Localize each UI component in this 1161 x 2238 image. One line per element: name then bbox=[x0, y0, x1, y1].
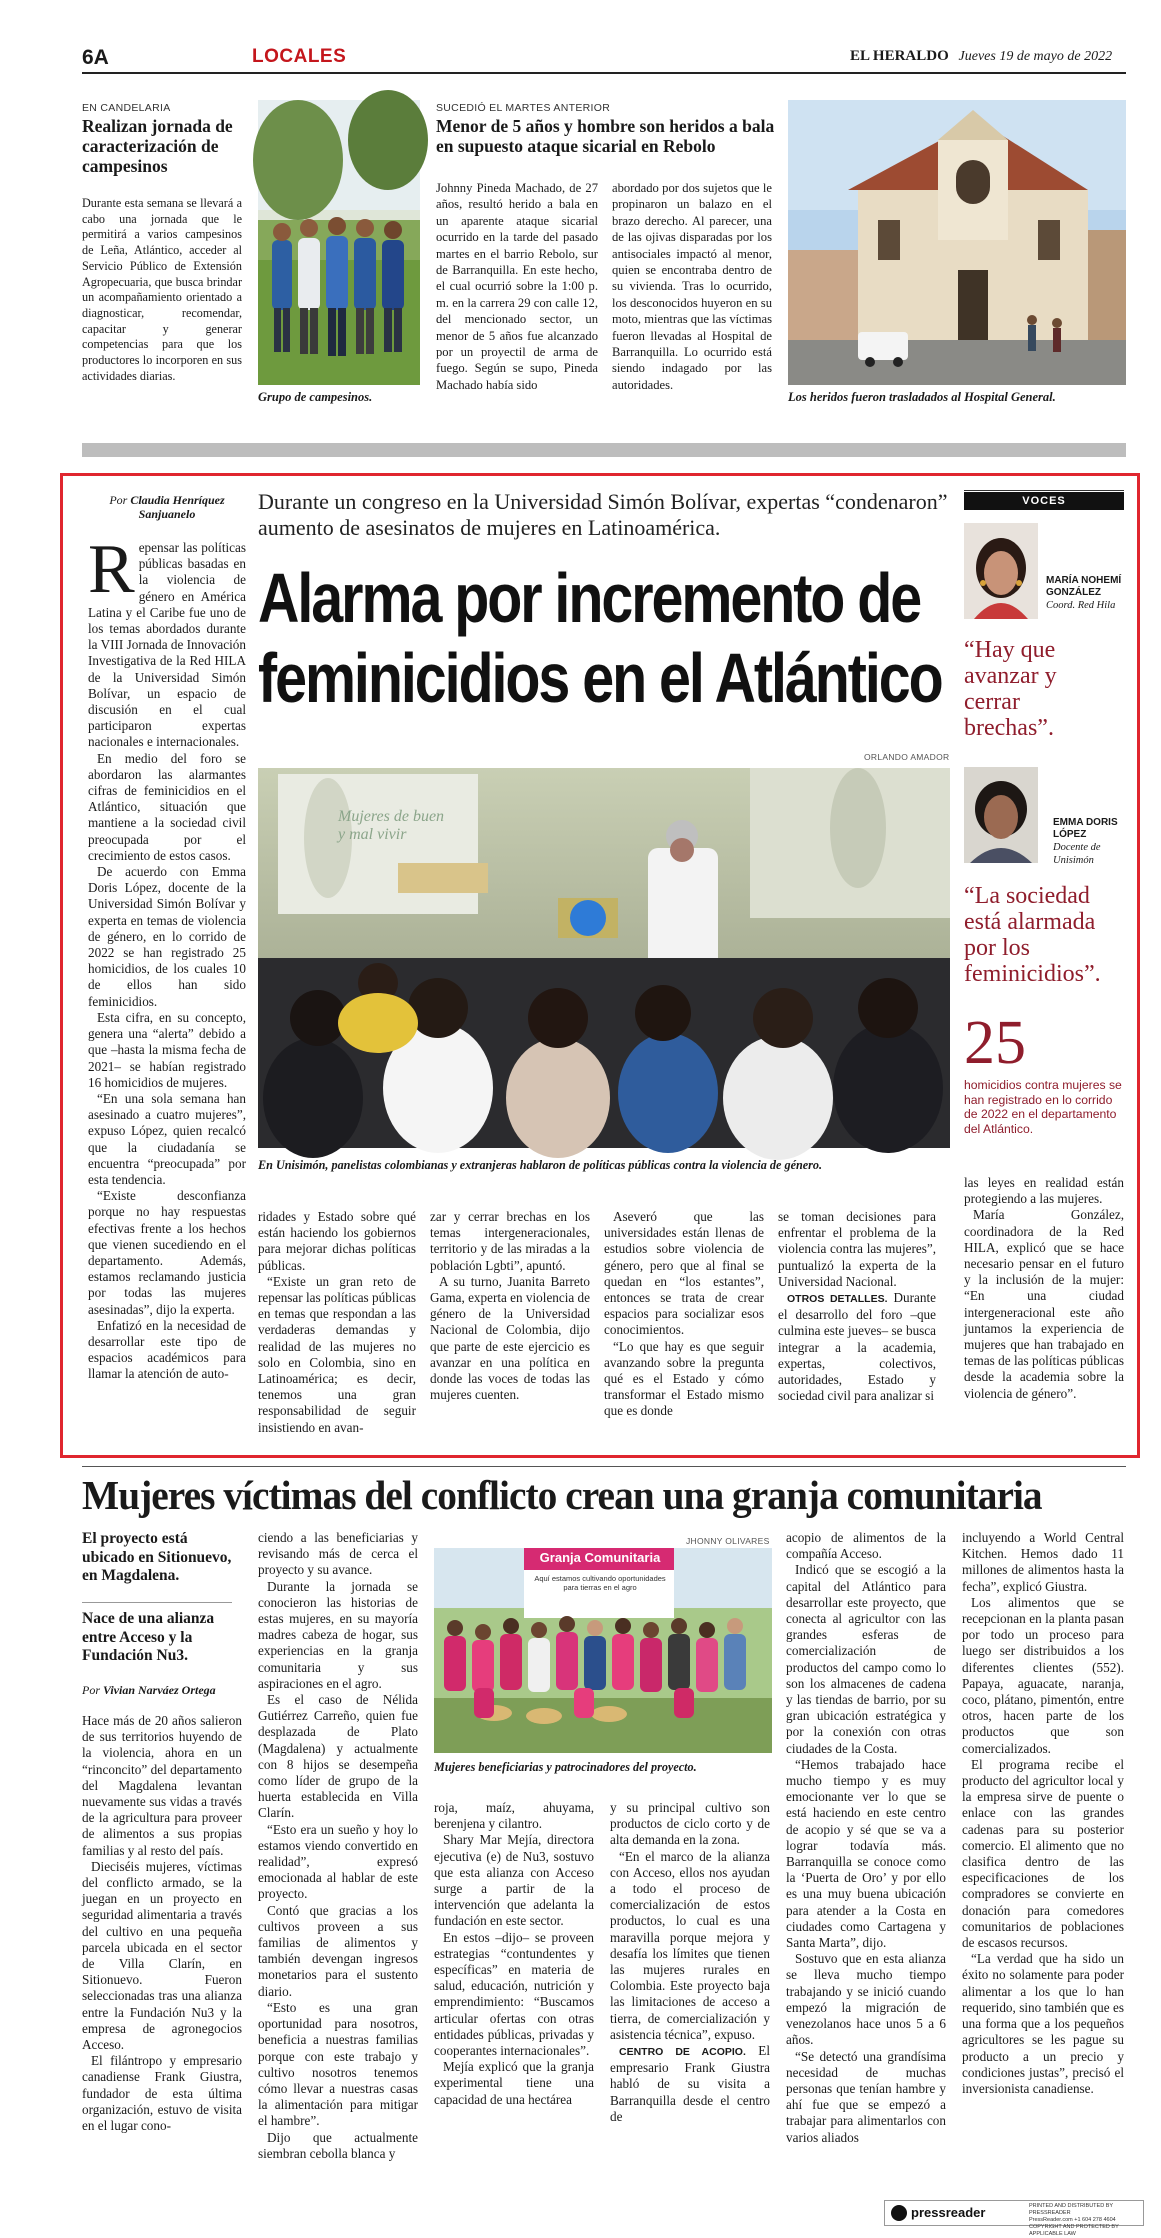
bcol3-p1: roja, maíz, ahuyama, berenjena y cilantro. bbox=[434, 1800, 594, 1832]
col1-p5: “En una sola semana han asesinado a cuatro mujeres”, expuso López, quien recalcó que la ciudadanía se encuentra “preocupada” por esta tendencia. bbox=[88, 1090, 246, 1187]
col3-p1: zar y cerrar brechas en los temas intergeneracionales, territorio y de las miradas a la población Lgbti”, apuntó. bbox=[430, 1209, 590, 1273]
legal-line1: PRINTED AND DISTRIBUTED BY PRESSREADER bbox=[1029, 2203, 1113, 2216]
paper-header bbox=[850, 48, 1112, 65]
pressreader-brand: pressreader bbox=[911, 2205, 986, 2220]
col3-p2: A su turno, Juanita Barreto Gama, experta en violencia de género de la Universidad Nacional de Colombia, dijo que parte de este ejercicio es avanzar en una política en donde las voces de todas las mujeres cuenten. bbox=[430, 1273, 591, 1403]
top-middle-col1: Johnny Pineda Machado, de 27 años, resultó herido a bala en un aparente ataque sicarial ocurrido en la tarde del pasado martes en el barrio Rebolo, sur de Barranquilla. En este hecho, el cual ocurrió sobre la 1:00 p. m. en la carrera 29 con calle 12, del mencionado sector, un menor de 5 años fue alcanzado por un proyectil de arma de fuego. Según se supo, Pineda Machado había sido bbox=[436, 181, 598, 392]
hospital-photo bbox=[788, 100, 1126, 385]
voice1-name: MARÍA NOHEMÍ GONZÁLEZ bbox=[1046, 575, 1122, 598]
col4-p1: Aseveró que las universidades están llenas de estudios sobre violencia de género, pero que al final se quedan en “los estantes”, entonces se trata de crear espacios para socializar esos conocimientos. bbox=[604, 1209, 764, 1338]
feature-col1 bbox=[88, 531, 246, 1383]
col4-p2: “Lo que hay es que seguir avanzando sobre la pregunta qué es el Estado y cómo transformar el Estado mismo que es donde bbox=[604, 1338, 764, 1419]
voice1-quote: “Hay que avanzar y cerrar brechas”. bbox=[964, 637, 1057, 741]
bcol4-p3: El empresario Frank Giustra habló de su visita a Barranquilla desde el centro de bbox=[610, 2043, 771, 2124]
bcol3-p3: En estos –dijo– se proveen estrategias “contundentes y específicas” en materia de salud, educación, nutrición y emprendimiento: “Buscamos articular ofertas con otras entidades públicas, privadas y cooperantes internacionales”. bbox=[434, 1929, 594, 2059]
feature-headline bbox=[258, 558, 942, 718]
voces-label: VOCES bbox=[964, 492, 1124, 510]
bcol5-p1: acopio de alimentos de la compañía Acceso. bbox=[786, 1530, 946, 1562]
feature-col6 bbox=[964, 1175, 1124, 1402]
bcol6-p1: incluyendo a World Central Kitchen. Hemos dado 11 millones de alimentos hasta la fecha”, explicó Giustra. bbox=[962, 1530, 1124, 1594]
pressreader-legal bbox=[1029, 2203, 1141, 2238]
feature-subtitle: Durante un congreso en la Universidad Simón Bolívar, expertas “condenaron” aumento de asesinatos de mujeres en Latinoamérica. bbox=[258, 489, 948, 540]
bcol3-p2: Shary Mar Mejía, directora ejecutiva (e) de Nu3, sostuvo que esta alianza con Acceso surge a partir de la intervención que adelanta la fundación en este sector. bbox=[434, 1832, 594, 1929]
bcol2-p1: ciendo a las beneficiarias y revisando más de cerca el proyecto y su avance. bbox=[258, 1530, 418, 1578]
bcol6-p2: Los alimentos que se recepcionan en la planta pasan por todo un proceso para luego ser distribuidos a los diferentes clientes (552). Papaya, aguacate, naranja, coco, plátano, pimentón, entre otros, hacen parte de los productos que son comercializados. bbox=[962, 1594, 1124, 1756]
feature-byline bbox=[92, 493, 242, 521]
feature-photo bbox=[258, 768, 950, 1148]
bottom-deck2: Nace de una alianza entre Acceso y la Fundación Nu3. bbox=[82, 1610, 215, 1664]
voice2-avatar bbox=[964, 767, 1038, 863]
top-middle-headline: Menor de 5 años y hombre son heridos a bala en supuesto ataque sicarial en Rebolo bbox=[436, 116, 775, 156]
bottom-col2 bbox=[258, 1530, 418, 2162]
bottom-deck1: El proyecto está ubicado en Sitionuevo, en Magdalena. bbox=[82, 1530, 232, 1584]
bcol2-p4: “Esto era un sueño y hoy lo estamos viendo convertido en realidad”, expresó emocionada al hablar de este proyecto. bbox=[258, 1821, 418, 1902]
headline-line1: Alarma por incremento de bbox=[258, 559, 921, 637]
col6-p2: María González, coordinadora de la Red HILA, explicó que se hace necesario pensar en el futuro y la inclusión de la mujer: “En una ciudad intergeneracional este año juntamos la experiencia de mujeres que han trabajado en temas de las políticas públicas desde la academia sobre la violencia de género”. bbox=[964, 1207, 1124, 1401]
deck-divider bbox=[82, 1602, 232, 1603]
voice2-info bbox=[1053, 817, 1133, 867]
pressreader-badge[interactable] bbox=[884, 2200, 1144, 2237]
bcol2-p2: Durante la jornada se conocieron las historias de estas mujeres, en su mayoría madres cabeza de hogar, sus experiencias en la granja comunitaria y sus aspiraciones en el agro. bbox=[258, 1578, 418, 1691]
granja-photo bbox=[434, 1548, 772, 1753]
bottom-col4 bbox=[610, 1800, 770, 2125]
hospital-caption: Los heridos fueron trasladados al Hospital General. bbox=[788, 390, 1056, 404]
bcol2-p3: Es el caso de Nélida Gutiérrez Carreño, quien fue desplazada de Plato (Magdalena) y actualmente con 8 hijos se desempeña como líder de grupo de la huerta establecida en Villa Clarín. bbox=[258, 1692, 418, 1821]
bcol4-subhead: CENTRO DE ACOPIO. bbox=[619, 2046, 746, 2059]
bcol4-p2: “En el marco de la alianza con Acceso, ellos nos ayudan a todo el proceso de comercialización de estos productos, lo cual es una maravilla porque mejora y desafía los límites que tienen las mujeres rurales en Colombia. Este proyecto baja las limitaciones de acceso a tierra, de comercialización y asistencia técnica”, expuso. bbox=[610, 1848, 770, 2042]
paper-name: EL HERALDO bbox=[850, 48, 949, 64]
top-left-headline: Realizan jornada de caracterización de campesinos bbox=[82, 116, 233, 176]
bcol5-p2: Indicó que se escogió a la capital del Atlántico para desarrollar este proyecto, que conecta al agricultor con las grandes esferas de comercialización de productos del campo como lo son los almacenes de cadena y las tiendas de barrio, por su gran ubicación estratégica y por la conexión con otras ciudades de la Costa. bbox=[786, 1562, 946, 1756]
col5-p1: se toman decisiones para enfrentar el problema de la violencia contra las mujeres”, puntualizó la experta de la Universidad Nacional. bbox=[778, 1209, 936, 1289]
bcol2-p6: “Esto es una gran oportunidad para nosotros, beneficia a nuestras familias porque con este trabajo y cultivo nosotros tenemos cómo llevar a nuestras casas la alimentación para mitigar el hambre”. bbox=[258, 1999, 418, 2129]
bcol5-p3: “Hemos trabajado hace mucho tiempo y es muy emocionante ver lo que se está haciendo en este centro de acopio y sé que se va a lograr todavía más. Barranquilla se conoce como la ‘Puerta de Oro’ y por ello es una muy buena ubicación para atender a la Costa en ciudades como Cartagena y Santa Marta”, dijo. bbox=[786, 1756, 946, 1951]
header-rule bbox=[82, 72, 1126, 74]
campesinos-caption: Grupo de campesinos. bbox=[258, 390, 373, 404]
bottom-byline-name: Vivian Narváez Ortega bbox=[103, 1683, 216, 1697]
bcol1-p2: Dieciséis mujeres, víctimas del conflicto armado, se la juegan en un proyecto en seguridad alimentaria a través del cultivo en una pequeña parcela ubicada en el sector de Villa Clarín, en Sitionuevo. Fueron seleccionadas tras una alianza entre la Fundación Nu3 y la empresa de agronegocios Acceso. bbox=[82, 1858, 242, 2053]
col5-p2: Durante el desarrollo del foro –que culmina este jueves– se busca integrar a la academia, expertas, colectivos, autoridades, Estado y sociedad civil para analizar si bbox=[778, 1290, 936, 1404]
col1-p7: Enfatizó en la necesidad de desarrollar este tipo de espacios académicos para llamar la atención de auto- bbox=[88, 1317, 246, 1382]
section-title: LOCALES bbox=[252, 46, 347, 67]
page-number: 6A bbox=[82, 46, 109, 69]
bcol4-p1: y su principal cultivo son productos de ciclo corto y de alta demanda en la zona. bbox=[610, 1800, 770, 1848]
top-middle-kicker: SUCEDIÓ EL MARTES ANTERIOR bbox=[436, 102, 611, 114]
top-left-kicker: EN CANDELARIA bbox=[82, 102, 171, 114]
photo-banner-sub: Aquí estamos cultivando oportunidades para tierras en el agro bbox=[534, 1574, 666, 1592]
bcol3-p4: Mejía explicó que la granja experimental tiene una capacidad de una hectárea bbox=[434, 2059, 594, 2107]
bcol2-p5: Contó que gracias a los cultivos proveen a sus familias de alimentos y también devengan ingresos monetarios para el sustento diario. bbox=[258, 1902, 418, 1999]
section-divider bbox=[82, 443, 1126, 457]
pressreader-icon bbox=[891, 2205, 907, 2221]
dropcap: R bbox=[88, 531, 135, 608]
voice2-quote: “La sociedad está alarmada por los feminicidios”. bbox=[964, 883, 1101, 987]
granja-caption: Mujeres beneficiarias y patrocinadores del proyecto. bbox=[434, 1760, 697, 1774]
bottom-photo-credit: JHONNY OLIVARES bbox=[686, 1536, 770, 1546]
bottom-col5 bbox=[786, 1530, 946, 2146]
voice1-avatar bbox=[964, 523, 1038, 619]
bcol5-p4: Sostuvo que en esta alianza se lleva mucho tiempo trabajando y se inició cuando empezó la migración de venezolanos hace unos 5 a 6 años. bbox=[786, 1951, 946, 2048]
col2-p2: “Existe un gran reto de repensar las políticas públicas en temas que respondan a las verdaderas demandas y realidad de las mujeres no solo en Colombia, sino en Latinoamérica; es decir, tenemos una gran responsabilidad de seguir insistiendo en avan- bbox=[258, 1273, 416, 1435]
bottom-col3 bbox=[434, 1800, 594, 2108]
col1-p4: Esta cifra, en su concepto, genera una “alerta” debido a que –hasta la misma fecha de 2021– se habían registrado 16 homicidios de mujeres. bbox=[88, 1009, 246, 1090]
photo-banner-title: Granja Comunitaria bbox=[539, 1550, 661, 1565]
stat-number: 25 bbox=[964, 1009, 1026, 1077]
headline-line2: feminicidios en el Atlántico bbox=[258, 639, 942, 717]
bottom-headline: Mujeres víctimas del conflicto crean una granja comunitaria bbox=[82, 1472, 1042, 1518]
col6-p1: las leyes en realidad están protegiendo a las mujeres. bbox=[964, 1175, 1124, 1207]
bcol5-p5: “Se detectó una grandísima necesidad de muchas personas que tenían hambre y ahí fue que se empezó a trabajar para alimentarlos con varios aliados bbox=[786, 2048, 946, 2145]
voice1-info bbox=[1046, 575, 1128, 612]
feature-col2 bbox=[258, 1209, 416, 1436]
col2-p1: ridades y Estado sobre qué están haciendo los gobiernos para mejorar dichas políticas públicas. bbox=[258, 1209, 416, 1273]
byline-prefix: Por bbox=[109, 493, 128, 507]
feature-caption: En Unisimón, panelistas colombianas y extranjeras hablaron de políticas públicas contra la violencia de género. bbox=[258, 1158, 823, 1172]
photo-slide-text: Mujeres de buen y mal vivir bbox=[338, 808, 445, 843]
bcol2-p7: Dijo que actualmente siembran cebolla blanca y bbox=[258, 2129, 418, 2161]
bcol1-p1: Hace más de 20 años salieron de sus territorios huyendo de la violencia, ahora en un “rinconcito” del departamento del Magdalena levantan nuevamente sus vidas a través de la agricultura para proveer de alimentos a sus propias familias y al resto del país. bbox=[82, 1713, 242, 1858]
col1-p2: En medio del foro se abordaron las alarmantes cifras de feminicidios en el Atlántico, situación que mantiene a la sociedad civil preocupada por el crecimiento de estos casos. bbox=[88, 750, 246, 863]
bcol6-p4: “La verdad que ha sido un éxito no solamente para poder alimentar a los que lo han requerido, sino también que es una forma que a los pequeños agricultores se les pague su producto a un precio y condiciones justas”, precisó el inversionista canadiense. bbox=[962, 1951, 1124, 2096]
col1-p3: De acuerdo con Emma Doris López, docente de la Universidad Simón Bolívar y experta en temas de violencia de género, en lo corrido de 2022 se han registrado 25 homicidios, de los cuales 10 de ellos han sido feminicidios. bbox=[88, 864, 246, 1009]
bottom-col6 bbox=[962, 1530, 1124, 2097]
byline-name: Claudia Henríquez Sanjuanelo bbox=[130, 493, 225, 521]
voice2-name: EMMA DORIS LÓPEZ bbox=[1053, 817, 1118, 840]
feature-col4 bbox=[604, 1209, 764, 1420]
bottom-byline-prefix: Por bbox=[82, 1683, 100, 1697]
voice2-role: Docente de Unisimón bbox=[1053, 842, 1101, 866]
legal-line2: PressReader.com +1 604 278 4604 bbox=[1029, 2217, 1116, 2223]
bcol6-p3: El programa recibe el producto del agricultor local y la empresa sirve de puente o enlace con las grandes cadenas para su posterior comercio. El alimento que no clasifica dentro de las especificaciones de los compradores se convierte en donación para comedores comunitarios de poblaciones de escasos recursos. bbox=[962, 1756, 1124, 1951]
feature-col5 bbox=[778, 1209, 936, 1404]
campesinos-photo bbox=[258, 100, 420, 385]
col1-p6: “Existe desconfianza porque no hay respuestas efectivas frente a los hechos que vienen sucediendo en el departamento. Además, estamos reclamando justicia por todas las mujeres asesinadas”, dijo la experta. bbox=[88, 1188, 246, 1317]
bcol1-p3: El filántropo y empresario canadiense Frank Giustra, fundador de esta última organización, estuvo de visita en el lugar cono- bbox=[82, 2053, 242, 2134]
bottom-byline bbox=[82, 1683, 242, 1698]
bottom-rule bbox=[82, 1466, 1126, 1467]
voice1-role: Coord. Red Hila bbox=[1046, 600, 1116, 611]
voces-rule bbox=[964, 490, 1124, 491]
stat-text: homicidios contra mujeres se han registrado en lo corrido de 2022 en el departamento del Atlántico. bbox=[964, 1078, 1122, 1136]
feature-col3 bbox=[430, 1209, 590, 1403]
top-left-body: Durante esta semana se llevará a cabo una jornada que le permitirá a varios campesinos de Leña, Atlántico, acceder al Servicio Público de Extensión Agropecuaria, que busca brindar un acompañamiento orientado a diagnosticar, recomendar, capacitar y generar competencias para que los productores lo incorporen en sus actividades diarias. bbox=[82, 196, 242, 383]
col1-p1: epensar las políticas públicas basadas en la violencia de género en América Latina y el Caribe fue uno de los temas abordados durante la VIII Jornada de Innovación Investigativa de la Red HILA de la Universidad Simón Bolívar, un espacio de discusión en el cual participaron expertas nacionales e internacionales. bbox=[88, 540, 246, 750]
bottom-col1 bbox=[82, 1713, 242, 2134]
col5-subhead: OTROS DETALLES. bbox=[787, 1293, 888, 1306]
top-middle-col2: abordado por dos sujetos que le propinaron un balazo en el brazo derecho. Al parecer, una de las ojivas disparadas por los antisociales impactó al menor, quien se encontraba dentro de su vivienda. Tras lo ocurrido, los desconocidos huyeron en su moto, mientras que las víctimas fueron llevadas al Hospital de Barranquilla. Lo ocurrido está siendo indagado por las autoridades. bbox=[612, 181, 772, 392]
feature-photo-credit: ORLANDO AMADOR bbox=[864, 752, 950, 762]
paper-date: Jueves 19 de mayo de 2022 bbox=[958, 49, 1113, 64]
legal-line3: COPYRIGHT AND PROTECTED BY APPLICABLE LAW bbox=[1029, 2224, 1119, 2237]
